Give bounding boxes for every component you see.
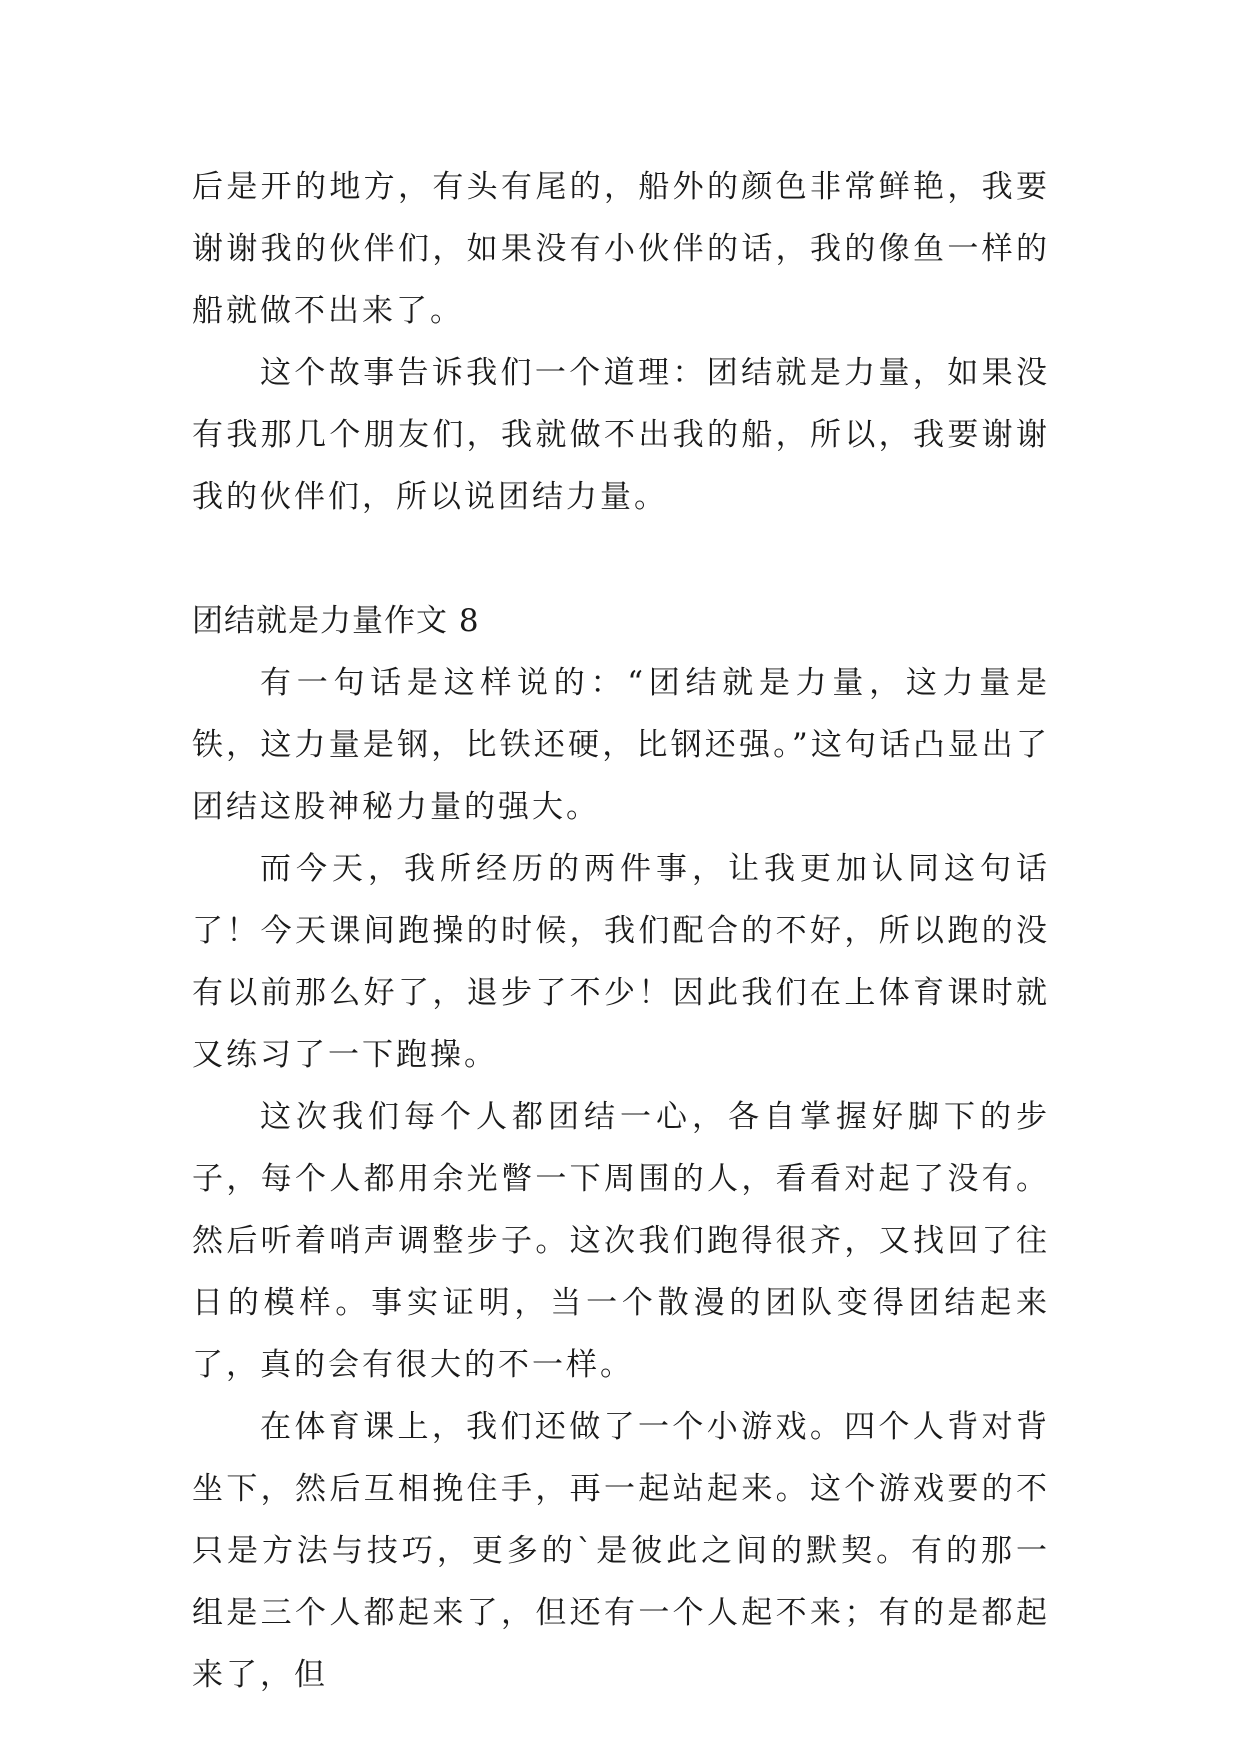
- paragraph-quote: 有一句话是这样说的：“团结就是力量，这力量是铁，这力量是钢，比铁还硬，比钢还强。”这句话凸显出了团结这股神秘力量的强大。: [192, 665, 1050, 825]
- paragraph-continuation: 后是开的地方，有头有尾的，船外的颜色非常鲜艳，我要谢谢我的伙伴们，如果没有小伙伴的话，我的像鱼一样的船就做不出来了。: [192, 169, 1050, 329]
- paragraph-teamwork: 这次我们每个人都团结一心，各自掌握好脚下的步子，每个人都用余光瞥一下周围的人，看看对起了没有。然后听着哨声调整步子。这次我们跑得很齐，又找回了往日的模样。事实证明，当一个散漫的团队变得团结起来了，真的会有很大的不一样。: [192, 1099, 1050, 1383]
- document-body: [192, 156, 1050, 1706]
- paragraph-moral: 这个故事告诉我们一个道理：团结就是力量，如果没有我那几个朋友们，我就做不出我的船，所以，我要谢谢我的伙伴们，所以说团结力量。: [192, 355, 1050, 515]
- section-title: 团结就是力量作文 8: [192, 603, 480, 639]
- paragraph-today: 而今天，我所经历的两件事，让我更加认同这句话了！今天课间跑操的时候，我们配合的不好，所以跑的没有以前那么好了，退步了不少！因此我们在上体育课时就又练习了一下跑操。: [192, 851, 1050, 1073]
- paragraph-game: 在体育课上，我们还做了一个小游戏。四个人背对背坐下，然后互相挽住手，再一起站起来。这个游戏要的不只是方法与技巧，更多的`是彼此之间的默契。有的那一组是三个人都起来了，但还有一个人起不来；有的是都起来了，但: [192, 1409, 1050, 1693]
